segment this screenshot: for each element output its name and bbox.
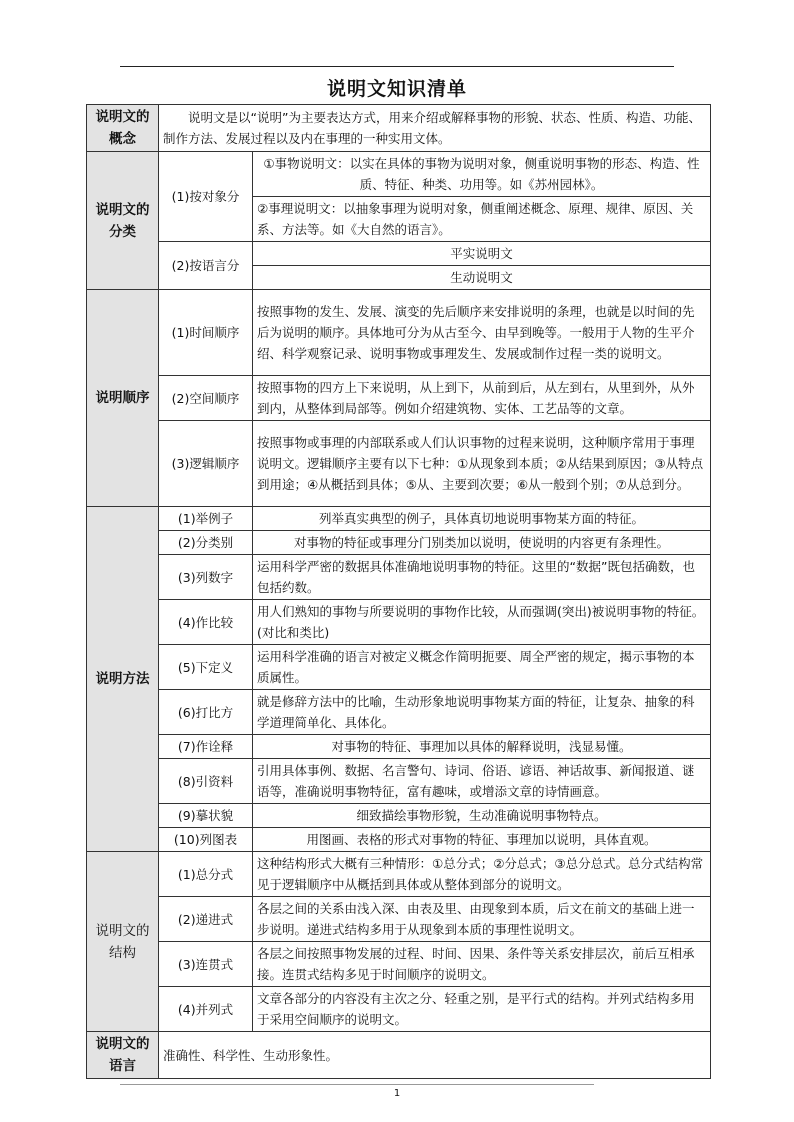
structure-text: 各层之间按照事物发展的过程、时间、因果、条件等关系安排层次，前后互相承接。连贯式结构多见于时间顺序的说明文。 [253, 942, 711, 987]
method-label: (5)下定义 [159, 645, 253, 690]
order-heading: 说明顺序 [87, 290, 159, 507]
order-label: (3)逻辑顺序 [159, 421, 253, 507]
method-text: 列举真实典型的例子，具体真切地说明事物某方面的特征。 [253, 507, 711, 531]
concept-heading: 说明文的概念 [87, 105, 159, 152]
structure-label: (4)并列式 [159, 987, 253, 1032]
method-text: 运用科学准确的语言对被定义概念作简明扼要、周全严密的规定，揭示事物的本质属性。 [253, 645, 711, 690]
order-text: 按照事物的发生、发展、演变的先后顺序来安排说明的条理，也就是以时间的先后为说明的顺序。具体地可分为从古至今、由早到晚等。一般用于人物的生平介绍、科学观察记录、说明事物或事理发生、发展或制作过程一类的说明文。 [253, 290, 711, 376]
classify-by-object-label: (1)按对象分 [159, 152, 253, 242]
method-label: (8)引资料 [159, 759, 253, 804]
classification-heading: 说明文的分类 [87, 152, 159, 290]
method-text: 运用科学严密的数据具体准确地说明事物的特征。这里的“数据”既包括确数，也包括约数。 [253, 555, 711, 600]
method-label: (1)举例子 [159, 507, 253, 531]
classify-object-item: ②事理说明文：以抽象事理为说明对象，侧重阐述概念、原理、规律、原因、关系、方法等。如《大自然的语言》。 [253, 197, 711, 242]
method-label: (10)列图表 [159, 828, 253, 852]
classify-object-item: ①事物说明文：以实在具体的事物为说明对象，侧重说明事物的形态、构造、性质、特征、种类、功用等。如《苏州园林》。 [253, 152, 711, 197]
method-label: (4)作比较 [159, 600, 253, 645]
structure-text: 文章各部分的内容没有主次之分、轻重之别，是平行式的结构。并列式结构多用于采用空间顺序的说明文。 [253, 987, 711, 1032]
classify-language-item: 平实说明文 [253, 242, 711, 266]
method-text: 对事物的特征或事理分门别类加以说明，使说明的内容更有条理性。 [253, 531, 711, 555]
order-text: 按照事物的四方上下来说明，从上到下，从前到后，从左到右，从里到外，从外到内，从整体到局部等。例如介绍建筑物、实体、工艺品等的文章。 [253, 376, 711, 421]
method-text: 就是修辞方法中的比喻，生动形象地说明事物某方面的特征，让复杂、抽象的科学道理简单化、具体化。 [253, 690, 711, 735]
method-label: (3)列数字 [159, 555, 253, 600]
concept-text: 说明文是以“说明”为主要表达方式，用来介绍或解释事物的形貌、状态、性质、构造、功能、制作方法、发展过程以及内在事理的一种实用文体。 [159, 105, 711, 152]
methods-heading: 说明方法 [87, 507, 159, 852]
method-label: (7)作诠释 [159, 735, 253, 759]
method-label: (6)打比方 [159, 690, 253, 735]
language-text: 准确性、科学性、生动形象性。 [159, 1032, 711, 1079]
header-rule [120, 66, 674, 67]
order-label: (2)空间顺序 [159, 376, 253, 421]
method-text: 对事物的特征、事理加以具体的解释说明，浅显易懂。 [253, 735, 711, 759]
order-text: 按照事物或事理的内部联系或人们认识事物的过程来说明，这种顺序常用于事理说明文。逻辑顺序主要有以下七种：①从现象到本质；②从结果到原因；③从特点到用途；④从概括到具体；⑤从、主要到次要；⑥从一般到个别；⑦从总到分。 [253, 421, 711, 507]
classify-by-language-label: (2)按语言分 [159, 242, 253, 290]
structure-text: 各层之间的关系由浅入深、由表及里、由现象到本质，后文在前文的基础上进一步说明。递进式结构多用于从现象到本质的事理性说明文。 [253, 897, 711, 942]
structure-text: 这种结构形式大概有三种情形：①总分式；②分总式；③总分总式。总分式结构常见于逻辑顺序中从概括到具体或从整体到部分的说明文。 [253, 852, 711, 897]
structure-label: (3)连贯式 [159, 942, 253, 987]
method-text: 细致描绘事物形貌，生动准确说明事物特点。 [253, 804, 711, 828]
structure-label: (1)总分式 [159, 852, 253, 897]
footer-rule [120, 1084, 594, 1085]
page-title: 说明文知识清单 [326, 78, 467, 100]
method-label: (2)分类别 [159, 531, 253, 555]
structure-label: (2)递进式 [159, 897, 253, 942]
method-text: 用人们熟知的事物与所要说明的事物作比较，从而强调(突出)被说明事物的特征。(对比和类比) [253, 600, 711, 645]
method-text: 引用具体事例、数据、名言警句、诗词、俗语、谚语、神话故事、新闻报道、谜语等，准确说明事物特征，富有趣味，或增添文章的诗情画意。 [253, 759, 711, 804]
method-label: (9)摹状貌 [159, 804, 253, 828]
knowledge-table [86, 104, 711, 1079]
structure-heading: 说明文的结构 [87, 852, 159, 1032]
classify-language-item: 生动说明文 [253, 266, 711, 290]
order-label: (1)时间顺序 [159, 290, 253, 376]
language-heading: 说明文的语言 [87, 1032, 159, 1079]
method-text: 用图画、表格的形式对事物的特征、事理加以说明，具体直观。 [253, 828, 711, 852]
page-number: 1 [393, 1088, 401, 1099]
